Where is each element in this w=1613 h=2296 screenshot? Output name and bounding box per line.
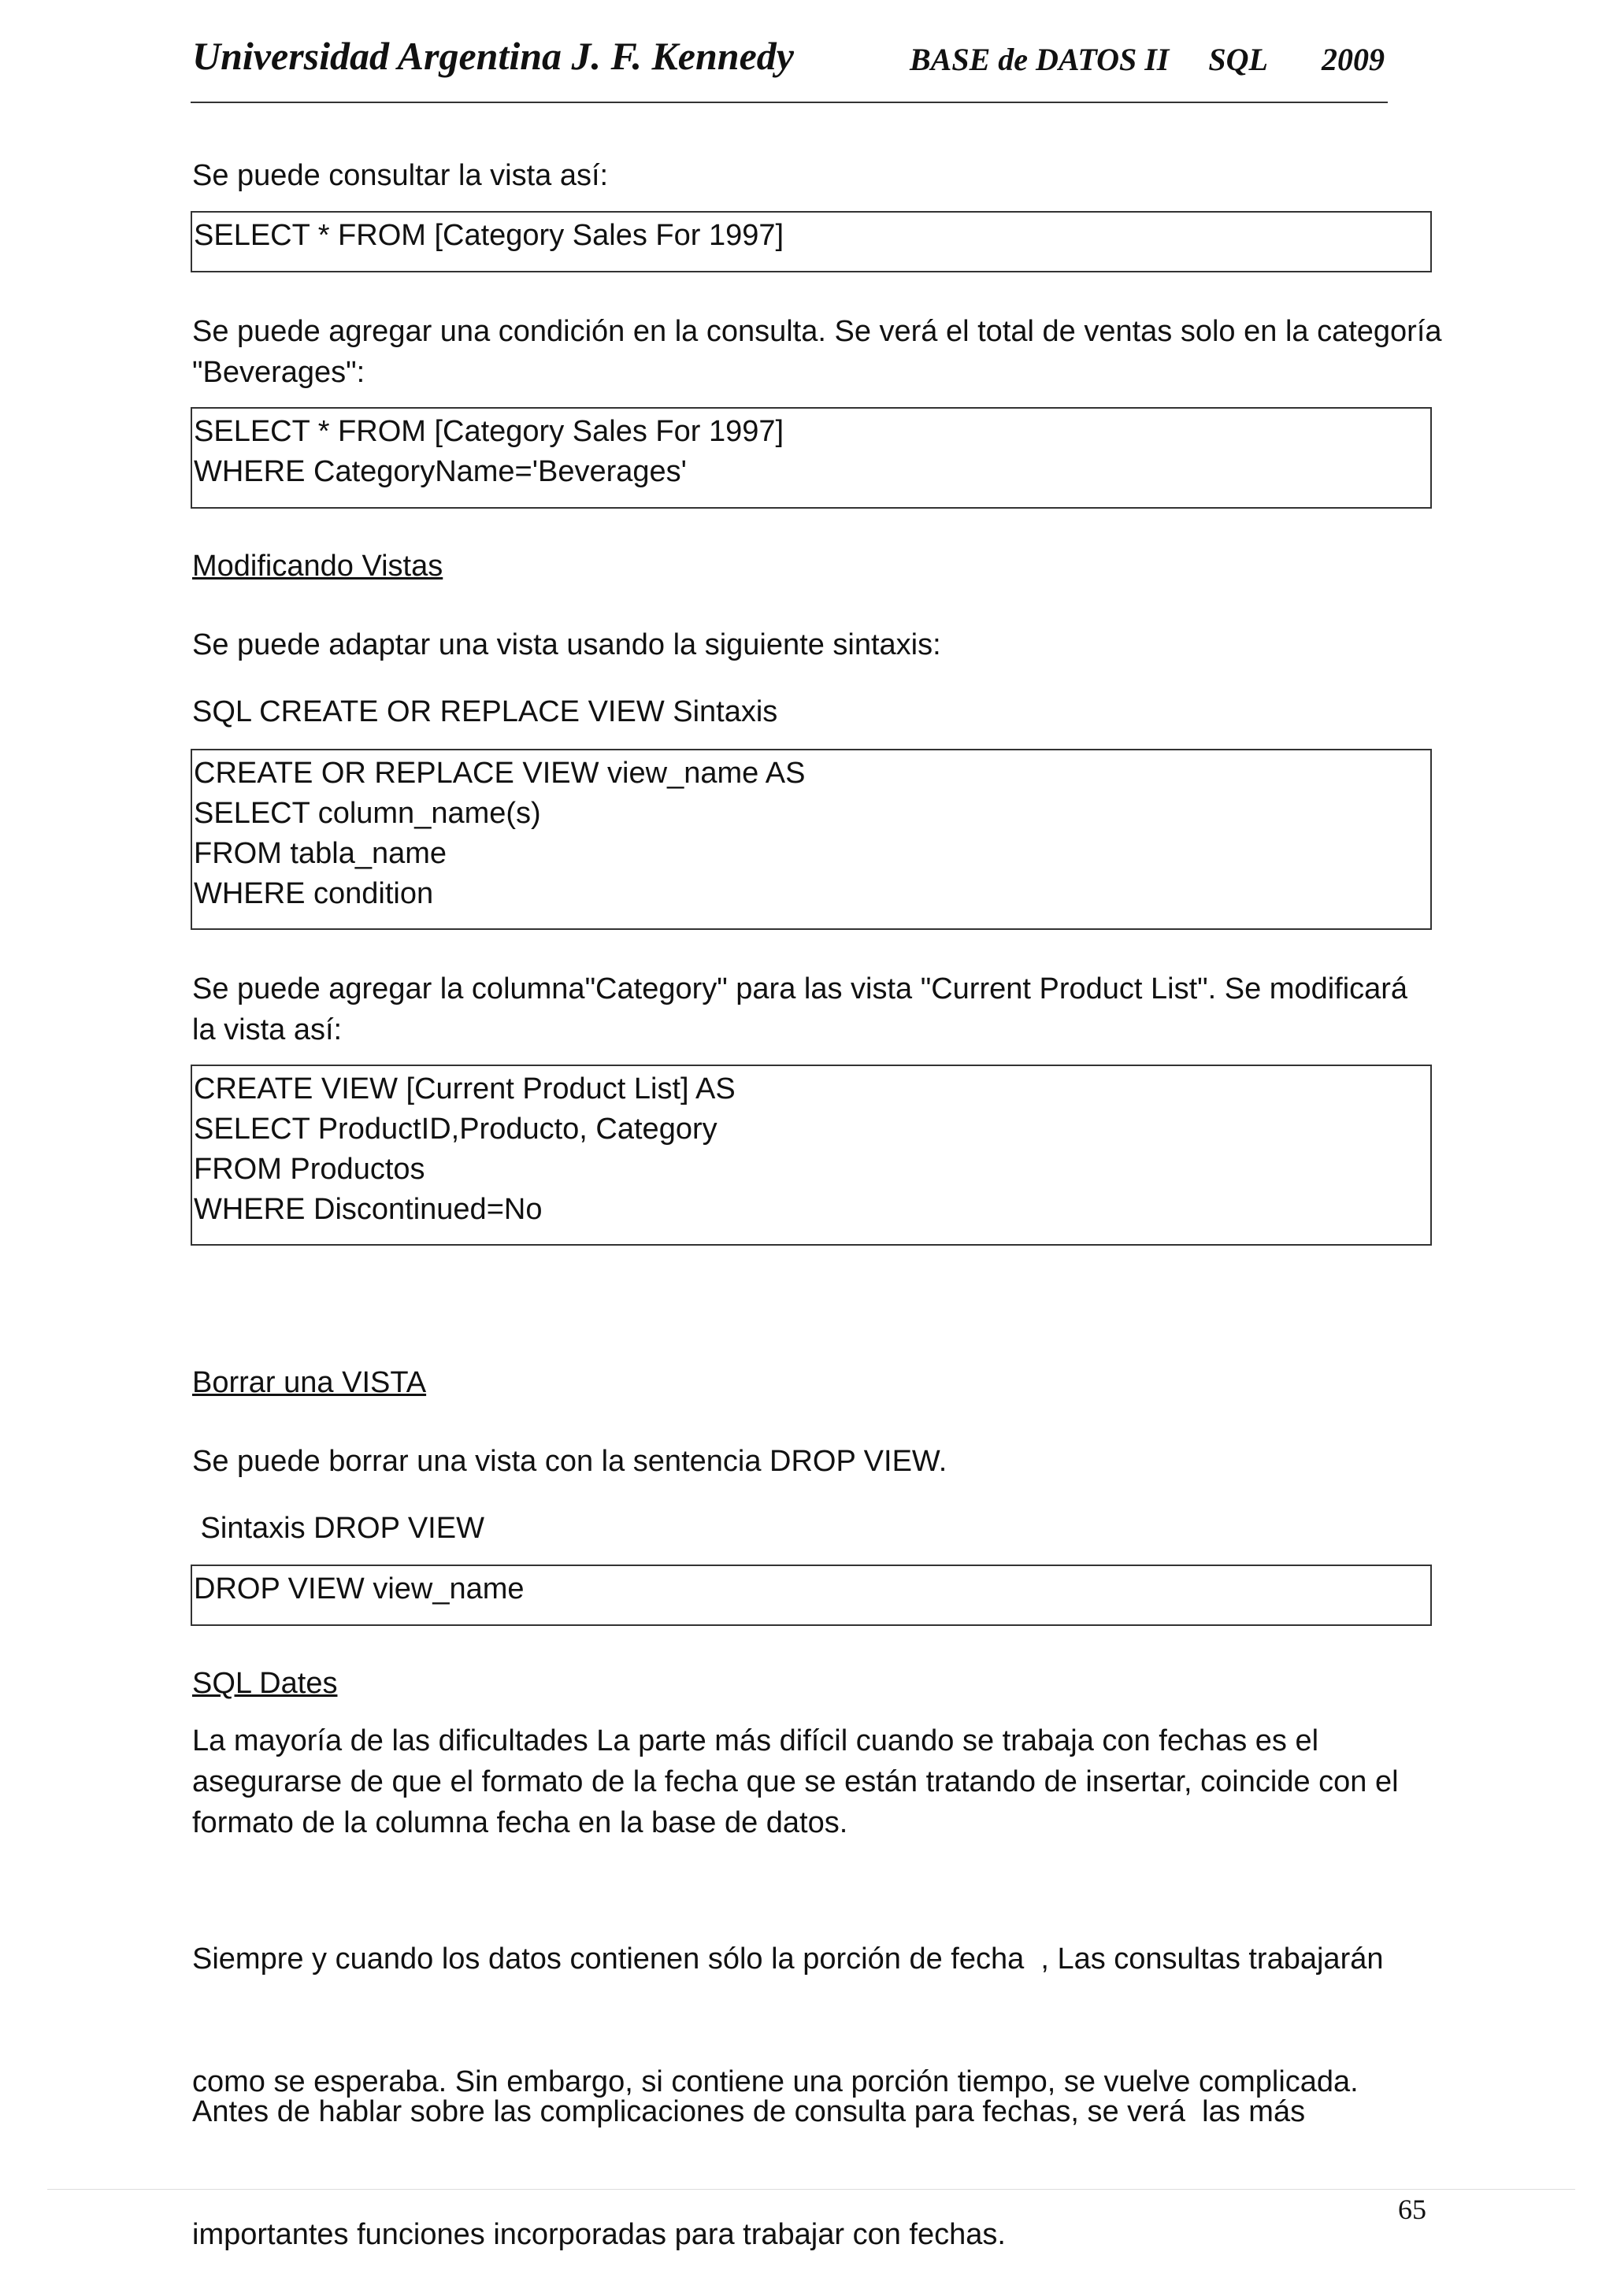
paragraph-line: importantes funciones incorporadas para trabajar con fechas. — [192, 2218, 1006, 2251]
paragraph-adaptar-vista: Se puede adaptar una vista usando la siguiente sintaxis: — [192, 628, 941, 661]
section-heading-borrar-vista: Borrar una VISTA — [192, 1366, 427, 1399]
page-number: 65 — [1398, 2194, 1426, 2225]
code-box-select-category-sales — [191, 211, 1432, 272]
code-line: FROM Productos — [194, 1153, 425, 1186]
paragraph-line: La mayoría de las dificultades La parte más difícil cuando se trabaja con fechas es el — [192, 1724, 1319, 1757]
code-line: SELECT * FROM [Category Sales For 1997] — [194, 219, 784, 252]
code-line: WHERE Discontinued=No — [194, 1193, 543, 1226]
paragraph-create-or-replace-syntax: SQL CREATE OR REPLACE VIEW Sintaxis — [192, 695, 778, 728]
paragraph-funciones-fechas — [192, 2009, 1305, 2296]
header-year: 2009 — [1321, 42, 1385, 77]
code-line: SELECT column_name(s) — [194, 797, 541, 830]
code-line: WHERE condition — [194, 877, 434, 910]
header-divider — [191, 102, 1388, 103]
paragraph-line: Siempre y cuando los datos contienen sólo la porción de fecha , Las consultas trabajarán — [192, 1942, 1384, 1976]
paragraph-line: como se esperaba. Sin embargo, si contiene una porción tiempo, se vuelve complicada. — [192, 2065, 1359, 2098]
paragraph-line: formato de la columna fecha en la base de datos. — [192, 1806, 848, 1839]
code-line: WHERE CategoryName='Beverages' — [194, 455, 687, 488]
code-line: SELECT * FROM [Category Sales For 1997] — [194, 415, 784, 448]
code-line: DROP VIEW view_name — [194, 1572, 525, 1605]
code-box-drop-view — [191, 1565, 1432, 1626]
header-university-title: Universidad Argentina J. F. Kennedy — [192, 34, 794, 78]
paragraph-borrar-vista: Se puede borrar una vista con la sentencia DROP VIEW. — [192, 1445, 947, 1478]
paragraph-line: Antes de hablar sobre las complicaciones de consulta para fechas, se verá las más — [192, 2095, 1306, 2128]
paragraph-line: "Beverages": — [192, 356, 365, 389]
paragraph-line: Se puede agregar una condición en la consulta. Se verá el total de ventas solo en la categoría — [192, 315, 1442, 348]
paragraph-agregar-columna — [192, 968, 1407, 1050]
code-box-create-or-replace — [191, 749, 1432, 930]
paragraph-line: asegurarse de que el formato de la fecha que se están tratando de insertar, coincide con el — [192, 1765, 1399, 1798]
footer-divider — [47, 2189, 1575, 2190]
header-course-info — [910, 41, 1385, 78]
code-line: FROM tabla_name — [194, 837, 447, 870]
section-heading-sql-dates: SQL Dates — [192, 1667, 338, 1700]
code-line: CREATE OR REPLACE VIEW view_name AS — [194, 757, 806, 790]
code-line: CREATE VIEW [Current Product List] AS — [194, 1072, 736, 1105]
code-line: SELECT ProductID,Producto, Category — [194, 1113, 718, 1146]
paragraph-drop-view-syntax: Sintaxis DROP VIEW — [192, 1512, 484, 1545]
paragraph-line: la vista así: — [192, 1013, 343, 1046]
paragraph-agregar-condicion — [192, 311, 1442, 393]
paragraph-consultar-vista: Se puede consultar la vista así: — [192, 159, 609, 192]
paragraph-dificultades-fechas — [192, 1720, 1399, 1843]
code-box-select-beverages — [191, 407, 1432, 509]
code-box-create-view-current-product-list — [191, 1065, 1432, 1246]
paragraph-line: Se puede agregar la columna"Category" para las vista "Current Product List". Se modificará — [192, 972, 1408, 1005]
header-course: BASE de DATOS II — [910, 42, 1170, 77]
section-heading-modificando-vistas: Modificando Vistas — [192, 550, 443, 583]
header-language: SQL — [1208, 42, 1268, 77]
